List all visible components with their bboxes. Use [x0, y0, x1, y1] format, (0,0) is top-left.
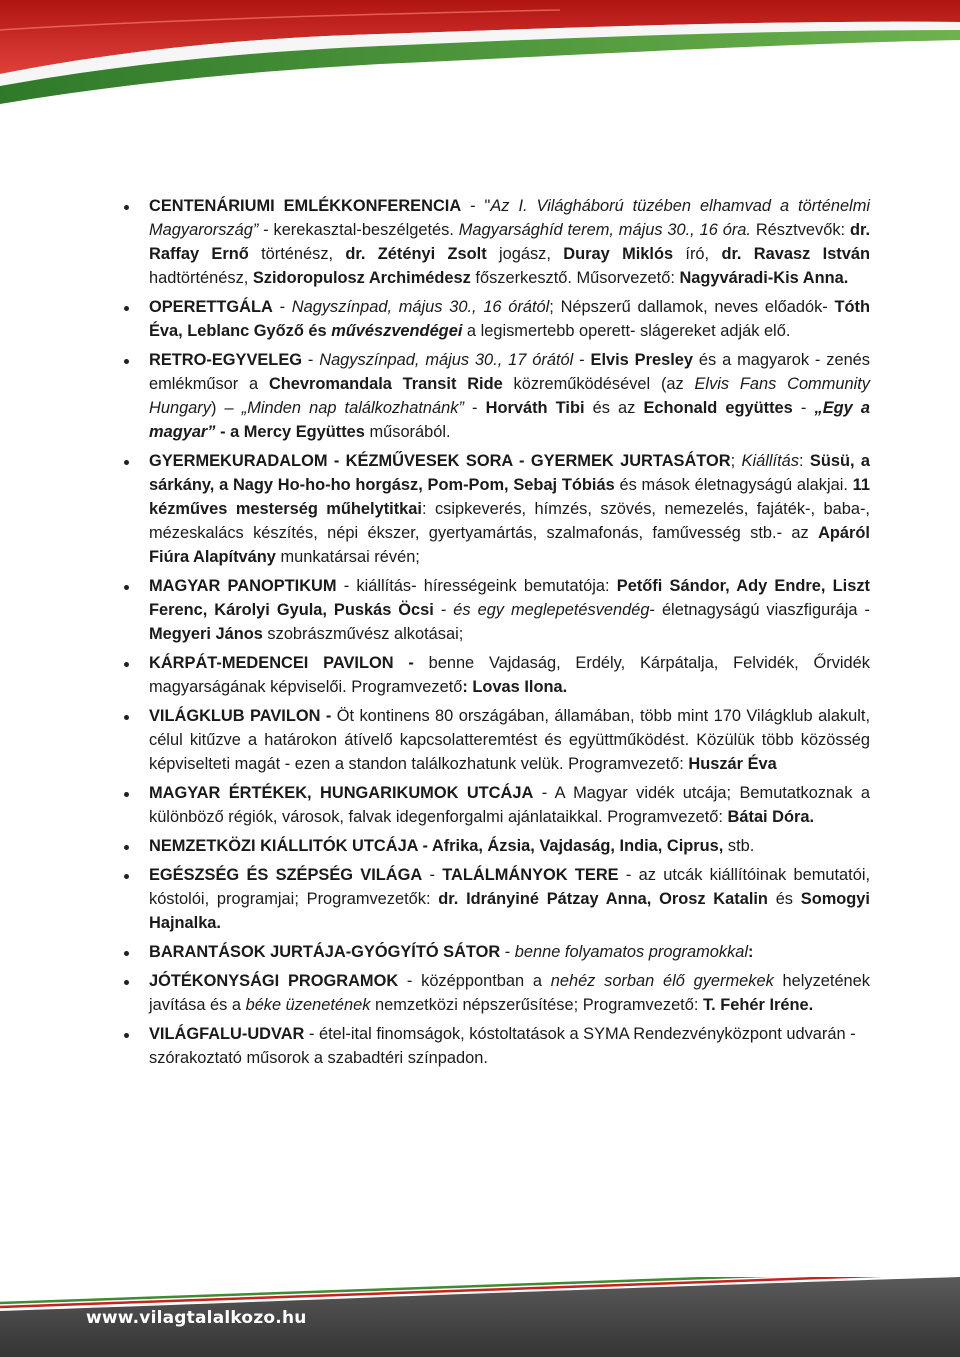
- list-item: NEMZETKÖZI KIÁLLITÓK UTCÁJA - Afrika, Ázsia, Vajdaság, India, Ciprus, stb.: [118, 834, 870, 858]
- item-title: OPERETTGÁLA: [149, 298, 273, 316]
- item-title: RETRO-EGYVELEG: [149, 351, 302, 369]
- item-title: NEMZETKÖZI KIÁLLITÓK UTCÁJA - Afrika, Ázsia, Vajdaság, India, Ciprus,: [149, 837, 724, 855]
- list-item: BARANTÁSOK JURTÁJA-GYÓGYÍTÓ SÁTOR - benne folyamatos programokkal:: [118, 940, 870, 964]
- item-title: MAGYAR PANOPTIKUM: [149, 577, 337, 595]
- item-title: KÁRPÁT-MEDENCEI PAVILON -: [149, 654, 414, 672]
- item-title: VILÁGFALU-UDVAR: [149, 1025, 305, 1043]
- item-title: VILÁGKLUB PAVILON -: [149, 707, 332, 725]
- item-title: EGÉSZSÉG ÉS SZÉPSÉG VILÁGA: [149, 866, 423, 884]
- item-title: MAGYAR ÉRTÉKEK, HUNGARIKUMOK UTCÁJA: [149, 784, 534, 802]
- list-item: CENTENÁRIUMI EMLÉKKONFERENCIA - "Az I. Világháború tüzében elhamvad a történelmi Magyarország” - kerekasztal-beszélgetés. Magyarsághíd terem, május 30., 16 óra. Résztvevők: dr. Raffay Ernő történész, dr. Zétényi Zsolt jogász, Duray Miklós író, dr. Ravasz István hadtörténész, Szidoropulosz Archimédesz főszerkesztő. Műsorvezető: Nagyváradi-Kis Anna.: [118, 194, 870, 290]
- footer-website-link[interactable]: www.vilagtalalkozo.hu: [86, 1308, 307, 1328]
- list-item: VILÁGKLUB PAVILON - Öt kontinens 80 országában, államában, több mint 170 Világklub alakult, célul kitűzve a határokon átívelő kapcsolatteremtést és együttműködést. Közülük több közösség képviselteti magát - ezen a standon találkozhatunk velük. Programvezető: Huszár Éva: [118, 704, 870, 776]
- item-title: JÓTÉKONYSÁGI PROGRAMOK: [149, 972, 399, 990]
- list-item: MAGYAR ÉRTÉKEK, HUNGARIKUMOK UTCÁJA - A Magyar vidék utcája; Bemutatkoznak a különböző régiók, városok, falvak idegenforgalmi ajánlataikkal. Programvezető: Bátai Dóra.: [118, 781, 870, 829]
- list-item: RETRO-EGYVELEG - Nagyszínpad, május 30., 17 órától - Elvis Presley és a magyarok - zenés emlékműsor a Chevromandala Transit Ride közreműködésével (az Elvis Fans Community Hungary) – „Minden nap találkozhatnánk” - Horváth Tibi és az Echonald együttes - „Egy a magyar” - a Mercy Együttes műsorából.: [118, 348, 870, 444]
- header-ribbon-decoration: [0, 0, 960, 110]
- list-item: EGÉSZSÉG ÉS SZÉPSÉG VILÁGA - TALÁLMÁNYOK TERE - az utcák kiállítóinak bemutatói, kóstolói, programjai; Programvezetők: dr. Idrányiné Pátzay Anna, Orosz Katalin és Somogyi Hajnalka.: [118, 863, 870, 935]
- list-item: JÓTÉKONYSÁGI PROGRAMOK - középpontban a nehéz sorban élő gyermekek helyzetének javítása és a béke üzenetének nemzetközi népszerűsítése; Programvezető: T. Fehér Iréne.: [118, 969, 870, 1017]
- list-item: VILÁGFALU-UDVAR - étel-ital finomságok, kóstoltatások a SYMA Rendezvényközpont udvarán - szórakoztató műsorok a szabadtéri színpadon.: [118, 1022, 870, 1070]
- list-item: MAGYAR PANOPTIKUM - kiállítás- hírességeink bemutatója: Petőfi Sándor, Ady Endre, Liszt Ferenc, Károlyi Gyula, Puskás Öcsi - és egy meglepetésvendég- életnagyságú viaszfigurája - Megyeri János szobrászművész alkotásai;: [118, 574, 870, 646]
- item-title: CENTENÁRIUMI EMLÉKKONFERENCIA: [149, 197, 462, 215]
- list-item: KÁRPÁT-MEDENCEI PAVILON - benne Vajdaság, Erdély, Kárpátalja, Felvidék, Őrvidék magyarságának képviselői. Programvezető: Lovas Ilona.: [118, 651, 870, 699]
- list-item: OPERETTGÁLA - Nagyszínpad, május 30., 16 órától; Népszerű dallamok, neves előadók- Tóth Éva, Leblanc Győző és művészvendégei a legismertebb operett- slágereket adják elő.: [118, 295, 870, 343]
- program-list: [118, 194, 870, 1075]
- item-title: GYERMEKURADALOM - KÉZMŰVESEK SORA - GYERMEK JURTASÁTOR: [149, 452, 731, 470]
- item-title: BARANTÁSOK JURTÁJA-GYÓGYÍTÓ SÁTOR: [149, 943, 501, 961]
- list-item: GYERMEKURADALOM - KÉZMŰVESEK SORA - GYERMEK JURTASÁTOR; Kiállítás: Süsü, a sárkány, a Nagy Ho-ho-ho horgász, Pom-Pom, Sebaj Tóbiás és mások életnagyságú alakjai. 11 kézműves mesterség műhelytitkai: csipkeverés, hímzés, szövés, nemezelés, fajáték-, baba-, mézeskalács készítés, népi ékszer, gyertyamártás, szalmafonás, faművesség stb.- az Apáról Fiúra Alapítvány munkatársai révén;: [118, 449, 870, 569]
